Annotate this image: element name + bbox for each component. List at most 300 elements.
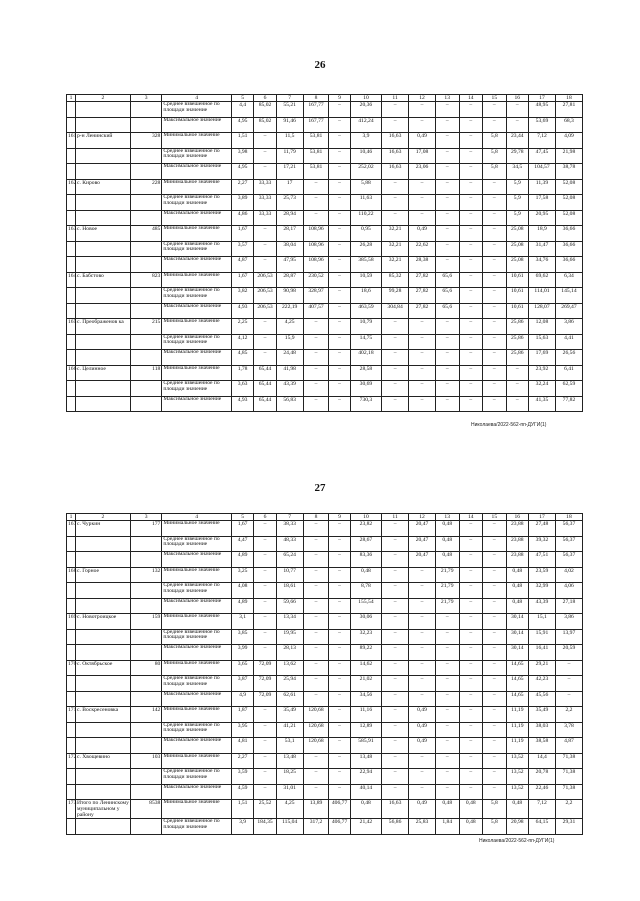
value-cell: – [382, 567, 409, 583]
value-cell: 12,89 [350, 722, 381, 738]
value-type-cell: Среднее взвешенное по площади значение [162, 769, 232, 785]
value-cell: 17,58 [529, 195, 556, 211]
column-header: 17 [529, 95, 556, 102]
value-cell: – [483, 598, 507, 614]
table-row [67, 800, 583, 819]
population-cell: 485 [130, 226, 161, 242]
settlement-name-cell [75, 396, 130, 412]
value-cell: – [329, 784, 350, 800]
value-cell: 33,33 [254, 179, 276, 195]
value-cell: 2,2 [555, 707, 582, 723]
value-type-cell: Максимальное значение [162, 784, 232, 800]
column-header: 12 [409, 95, 436, 102]
settlement-name-cell: с. Октябрьское [75, 660, 130, 676]
value-cell: 45,56 [529, 691, 556, 707]
table-row [67, 629, 583, 645]
value-cell: – [506, 102, 528, 118]
row-number-cell: 172 [67, 753, 76, 769]
value-cell: 21,42 [350, 819, 381, 835]
value-cell: 11,79 [276, 148, 303, 164]
value-cell: 10,79 [350, 319, 381, 335]
value-cell: – [459, 226, 483, 242]
value-type-cell: Максимальное значение [162, 598, 232, 614]
settlement-name-cell: с. Новое [75, 226, 130, 242]
value-cell: 27,82 [409, 288, 436, 304]
value-cell: 65,6 [435, 303, 459, 319]
value-cell: – [459, 753, 483, 769]
row-number-cell [67, 210, 76, 226]
row-number-cell: 173 [67, 800, 76, 819]
value-cell: 2,27 [231, 753, 253, 769]
value-cell: 730,3 [350, 396, 381, 412]
population-cell: 328 [130, 133, 161, 149]
column-header: 11 [382, 95, 409, 102]
column-header: 13 [435, 514, 459, 521]
value-cell: – [254, 319, 276, 335]
population-cell [130, 738, 161, 754]
value-cell: 5,8 [483, 164, 507, 180]
value-cell: 0,48 [350, 567, 381, 583]
column-header: 1 [67, 95, 76, 102]
settlement-name-cell [75, 381, 130, 397]
value-cell: – [409, 381, 436, 397]
value-type-cell: Максимальное значение [162, 738, 232, 754]
value-cell: 3,25 [231, 567, 253, 583]
value-cell: 90,98 [276, 288, 303, 304]
value-cell: – [459, 133, 483, 149]
value-cell: 85,32 [382, 272, 409, 288]
value-cell: – [382, 381, 409, 397]
value-cell: 3,87 [231, 676, 253, 692]
value-cell: 4,93 [231, 303, 253, 319]
value-cell: – [254, 334, 276, 350]
table-row [67, 288, 583, 304]
settlement-name-cell [75, 769, 130, 785]
value-cell: 32,21 [382, 257, 409, 273]
settlement-name-cell: с. Преображенов ка [75, 319, 130, 335]
value-cell: – [254, 722, 276, 738]
table-row [67, 210, 583, 226]
value-cell: 32,23 [350, 629, 381, 645]
row-number-cell: 165 [67, 319, 76, 335]
row-number-cell [67, 552, 76, 568]
value-cell: – [382, 319, 409, 335]
value-cell: – [483, 350, 507, 366]
column-header: 4 [162, 514, 232, 521]
value-cell: 5,8 [483, 133, 507, 149]
value-cell: 21,79 [435, 583, 459, 599]
value-cell: 0,49 [409, 226, 436, 242]
value-cell: 16,63 [382, 800, 409, 819]
value-cell: – [435, 102, 459, 118]
value-cell: – [329, 738, 350, 754]
row-number-cell [67, 257, 76, 273]
value-type-cell: Максимальное значение [162, 210, 232, 226]
value-cell: – [303, 334, 329, 350]
value-cell: 27,48 [529, 521, 556, 537]
settlement-name-cell [75, 629, 130, 645]
value-cell: – [506, 396, 528, 412]
row-number-cell [67, 738, 76, 754]
table-row [67, 784, 583, 800]
value-cell: 56,37 [555, 521, 582, 537]
value-cell: 24,48 [276, 350, 303, 366]
population-cell [130, 552, 161, 568]
table-row [67, 381, 583, 397]
value-cell: – [483, 241, 507, 257]
population-cell [130, 117, 161, 133]
value-cell: – [435, 738, 459, 754]
value-cell: 22,62 [409, 241, 436, 257]
value-cell: 41,35 [529, 396, 556, 412]
population-cell [130, 819, 161, 835]
value-cell: 4,89 [231, 552, 253, 568]
row-number-cell [67, 102, 76, 118]
value-cell: 4,86 [231, 210, 253, 226]
value-cell: 184,35 [254, 819, 276, 835]
value-cell: 10,61 [506, 272, 528, 288]
value-cell: 42,23 [529, 676, 556, 692]
value-cell: 0,48 [435, 552, 459, 568]
value-cell: 34,56 [350, 691, 381, 707]
column-header: 10 [350, 514, 381, 521]
row-number-cell [67, 396, 76, 412]
value-cell: 3,82 [231, 288, 253, 304]
value-cell: – [329, 350, 350, 366]
population-cell [130, 676, 161, 692]
value-cell: – [435, 381, 459, 397]
population-cell [130, 303, 161, 319]
value-cell: – [459, 629, 483, 645]
value-cell: 6,41 [555, 365, 582, 381]
value-cell: 14,75 [350, 334, 381, 350]
value-cell: – [555, 691, 582, 707]
value-cell: – [483, 722, 507, 738]
table-row [67, 722, 583, 738]
settlement-name-cell [75, 195, 130, 211]
row-number-cell [67, 350, 76, 366]
value-cell: – [382, 614, 409, 630]
value-cell: 18,25 [276, 769, 303, 785]
page-number-bottom: 27 [314, 482, 326, 494]
value-cell: – [409, 334, 436, 350]
settlement-name-cell [75, 536, 130, 552]
table-row [67, 241, 583, 257]
value-cell: 0,48 [506, 800, 528, 819]
header-row [67, 514, 583, 521]
population-cell [130, 629, 161, 645]
table-row [67, 769, 583, 785]
value-cell: – [329, 521, 350, 537]
row-number-cell: 168 [67, 567, 76, 583]
table-row [67, 272, 583, 288]
value-cell: 3,1 [231, 614, 253, 630]
value-cell: 0,49 [409, 707, 436, 723]
value-type-cell: Минимальное значение [162, 179, 232, 195]
value-cell: 5,8 [483, 819, 507, 835]
value-cell: 40,14 [350, 784, 381, 800]
value-cell: – [329, 226, 350, 242]
value-cell: 252,02 [350, 164, 381, 180]
value-cell: – [459, 334, 483, 350]
value-type-cell: Максимальное значение [162, 350, 232, 366]
value-cell: – [459, 598, 483, 614]
population-cell: 177 [130, 521, 161, 537]
value-cell: – [506, 117, 528, 133]
population-cell [130, 334, 161, 350]
value-cell: 8,78 [350, 583, 381, 599]
value-cell: – [303, 350, 329, 366]
value-cell: 21,79 [435, 567, 459, 583]
value-cell: – [506, 365, 528, 381]
value-cell: 23,92 [529, 365, 556, 381]
value-cell: – [303, 629, 329, 645]
value-cell: – [483, 521, 507, 537]
value-cell: – [303, 365, 329, 381]
value-cell: – [483, 102, 507, 118]
row-number-cell [67, 722, 76, 738]
data-table-page-26 [66, 94, 583, 412]
value-cell: 13,48 [276, 753, 303, 769]
value-cell: 28,17 [276, 226, 303, 242]
value-cell: 28,38 [409, 257, 436, 273]
value-cell: 1,84 [435, 819, 459, 835]
row-number-cell [67, 334, 76, 350]
value-cell: – [329, 536, 350, 552]
value-cell: 0,49 [409, 800, 436, 819]
value-cell: 23,88 [506, 521, 528, 537]
column-header: 6 [254, 514, 276, 521]
value-cell: – [435, 660, 459, 676]
value-cell: 104,57 [529, 164, 556, 180]
column-header: 3 [130, 95, 161, 102]
value-cell: 65,6 [435, 288, 459, 304]
settlement-name-cell [75, 257, 130, 273]
column-header: 9 [329, 95, 350, 102]
value-cell: 22,94 [350, 769, 381, 785]
value-cell: – [483, 769, 507, 785]
value-cell: 4,25 [276, 800, 303, 819]
value-cell: – [409, 660, 436, 676]
value-cell: – [435, 676, 459, 692]
value-cell: – [459, 552, 483, 568]
column-header: 2 [75, 95, 130, 102]
value-cell: 77,82 [555, 396, 582, 412]
value-cell: 23,06 [409, 164, 436, 180]
row-number-cell: 162 [67, 179, 76, 195]
value-cell: 5,9 [506, 179, 528, 195]
value-cell: 20,47 [409, 521, 436, 537]
value-cell: 4,25 [276, 319, 303, 335]
table-row [67, 753, 583, 769]
value-cell: 1,51 [231, 133, 253, 149]
value-cell: – [329, 164, 350, 180]
value-cell: 62,59 [555, 381, 582, 397]
value-cell: – [459, 195, 483, 211]
value-cell: – [254, 241, 276, 257]
population-cell [130, 148, 161, 164]
value-cell: 3,65 [231, 660, 253, 676]
value-cell: – [303, 521, 329, 537]
table-row [67, 226, 583, 242]
column-header: 10 [350, 95, 381, 102]
value-cell: – [329, 102, 350, 118]
value-cell: 56,37 [555, 552, 582, 568]
value-cell: 120,68 [303, 738, 329, 754]
value-cell: – [459, 350, 483, 366]
value-cell: – [382, 769, 409, 785]
value-cell: – [329, 319, 350, 335]
column-header: 6 [254, 95, 276, 102]
value-cell: 25,83 [409, 819, 436, 835]
value-cell: 18,61 [276, 583, 303, 599]
value-cell: 11,5 [276, 133, 303, 149]
value-cell: – [409, 753, 436, 769]
value-cell: 35,49 [529, 707, 556, 723]
value-cell: 29,31 [555, 819, 582, 835]
value-cell: 11,19 [506, 722, 528, 738]
population-cell [130, 241, 161, 257]
value-cell: 15,1 [529, 614, 556, 630]
value-type-cell: Среднее взвешенное по площади значение [162, 148, 232, 164]
value-cell: 14,4 [529, 753, 556, 769]
value-cell: – [483, 676, 507, 692]
column-header: 16 [506, 514, 528, 521]
value-cell: – [329, 288, 350, 304]
value-cell: 11,39 [529, 179, 556, 195]
value-cell: – [254, 614, 276, 630]
table-row [67, 102, 583, 118]
value-cell: – [329, 381, 350, 397]
value-cell: 26,56 [555, 350, 582, 366]
value-cell: – [435, 148, 459, 164]
column-header: 15 [483, 95, 507, 102]
value-cell: – [483, 210, 507, 226]
value-cell: 71,38 [555, 784, 582, 800]
value-cell: 10,59 [350, 272, 381, 288]
value-cell: – [435, 117, 459, 133]
value-cell: 15,63 [529, 334, 556, 350]
settlement-name-cell [75, 552, 130, 568]
value-cell: 27,82 [409, 303, 436, 319]
value-cell: – [329, 179, 350, 195]
value-cell: 13,52 [506, 753, 528, 769]
value-cell: 32,24 [529, 381, 556, 397]
column-header: 11 [382, 514, 409, 521]
value-cell: 14,62 [350, 660, 381, 676]
value-cell: 407,57 [303, 303, 329, 319]
value-cell: 4,89 [231, 598, 253, 614]
value-cell: 16,41 [529, 645, 556, 661]
table-row [67, 117, 583, 133]
value-cell: – [435, 365, 459, 381]
population-cell [130, 381, 161, 397]
value-cell: – [435, 614, 459, 630]
value-cell: 34,5 [506, 164, 528, 180]
value-cell: 463,59 [350, 303, 381, 319]
value-cell: 17,08 [409, 148, 436, 164]
footer-code-top: Николаева/2022-562-пп-ДУГИ(1) [471, 422, 547, 428]
value-cell: 25,08 [506, 226, 528, 242]
value-cell: – [483, 567, 507, 583]
value-type-cell: Среднее взвешенное по площади значение [162, 334, 232, 350]
column-header: 9 [329, 514, 350, 521]
value-cell: 13,52 [506, 769, 528, 785]
value-cell: 32,99 [529, 583, 556, 599]
settlement-name-cell: р-н Ленинский [75, 133, 130, 149]
row-number-cell [67, 819, 76, 835]
value-cell: 39,32 [529, 536, 556, 552]
value-cell: 120,68 [303, 722, 329, 738]
value-cell: 25,86 [506, 319, 528, 335]
row-number-cell: 171 [67, 707, 76, 723]
value-cell: 17,21 [276, 164, 303, 180]
column-header: 17 [529, 514, 556, 521]
row-number-cell [67, 784, 76, 800]
value-type-cell: Минимальное значение [162, 614, 232, 630]
value-cell: 20,36 [350, 102, 381, 118]
value-cell: 36,66 [555, 241, 582, 257]
value-type-cell: Максимальное значение [162, 645, 232, 661]
value-cell: 38,78 [555, 164, 582, 180]
value-cell: 13,34 [276, 614, 303, 630]
value-cell: – [254, 226, 276, 242]
settlement-name-cell [75, 303, 130, 319]
value-cell: – [483, 629, 507, 645]
value-cell: 0,48 [435, 536, 459, 552]
value-cell: 30,14 [506, 645, 528, 661]
value-cell: – [435, 210, 459, 226]
value-cell: 53,1 [276, 738, 303, 754]
population-cell: 159 [130, 614, 161, 630]
value-cell: – [329, 257, 350, 273]
value-type-cell: Минимальное значение [162, 319, 232, 335]
settlement-name-cell [75, 819, 130, 835]
value-cell: – [459, 288, 483, 304]
value-cell: – [329, 583, 350, 599]
value-cell: – [303, 691, 329, 707]
value-cell: – [459, 365, 483, 381]
value-cell: – [303, 396, 329, 412]
settlement-name-cell [75, 288, 130, 304]
column-header: 7 [276, 95, 303, 102]
value-type-cell: Максимальное значение [162, 257, 232, 273]
table-row [67, 334, 583, 350]
value-cell: 22,46 [529, 784, 556, 800]
value-cell: 41,98 [276, 365, 303, 381]
settlement-name-cell [75, 350, 130, 366]
value-cell: – [435, 319, 459, 335]
value-cell: 25,86 [506, 350, 528, 366]
value-cell: 47,45 [529, 148, 556, 164]
value-cell: 0,48 [506, 598, 528, 614]
value-cell: 52,08 [555, 179, 582, 195]
value-cell: – [409, 365, 436, 381]
column-header: 14 [459, 514, 483, 521]
value-cell: 20,98 [506, 819, 528, 835]
value-cell: – [382, 753, 409, 769]
column-header: 7 [276, 514, 303, 521]
value-cell: – [459, 583, 483, 599]
value-cell: 120,68 [303, 707, 329, 723]
value-cell: – [329, 691, 350, 707]
value-cell: 0,48 [435, 800, 459, 819]
column-header: 2 [75, 514, 130, 521]
value-cell: 23,88 [506, 536, 528, 552]
population-cell [130, 195, 161, 211]
value-cell: 4,93 [231, 396, 253, 412]
value-cell: – [459, 303, 483, 319]
